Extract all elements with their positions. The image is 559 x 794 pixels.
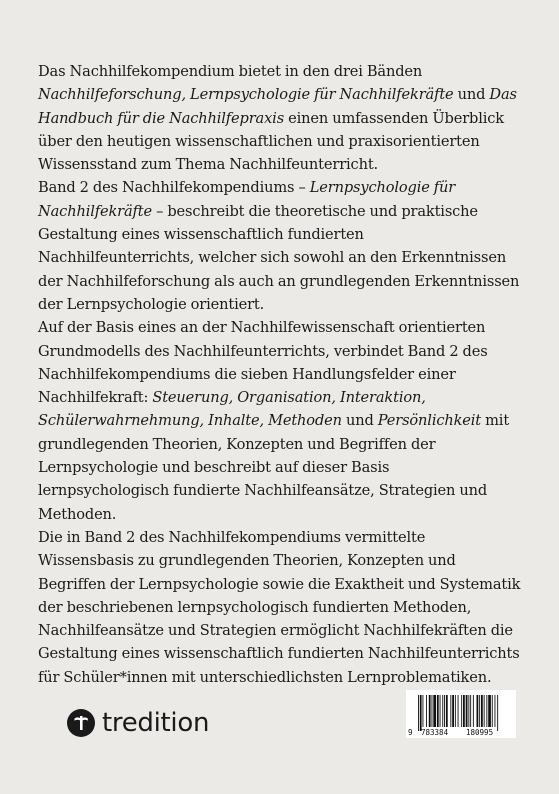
barcode-bar: [423, 695, 424, 727]
barcode-bar: [452, 695, 454, 727]
barcode-bar: [463, 695, 465, 727]
paragraph-overview: [38, 60, 524, 176]
publisher-logo: [67, 708, 209, 738]
tredition-logo-icon: [67, 709, 95, 737]
barcode-digit-group-1: 783384: [421, 728, 449, 737]
text-segment: Das Nachhilfekompendium bietet in den drei Bänden: [38, 63, 423, 80]
text-segment: Band 2 des Nachhilfekompendiums –: [38, 179, 310, 197]
barcode-bar: [442, 695, 443, 727]
barcode-bar: [477, 695, 479, 727]
barcode-bar: [426, 695, 427, 727]
paragraph-summary: [38, 526, 524, 689]
barcode-bar: [450, 695, 451, 727]
book-title-volume-2: Lernpsychologie für Nachhilfekräfte: [38, 179, 456, 220]
barcode-bar: [455, 695, 456, 727]
text-segment: und: [341, 412, 378, 430]
paragraph-fields: [38, 316, 524, 526]
barcode-bar: [470, 695, 471, 727]
barcode-bar: [484, 695, 485, 727]
barcode-bar: [440, 695, 441, 727]
barcode-bar: [468, 695, 469, 727]
barcode-bar: [479, 695, 480, 727]
barcode-bar: [473, 695, 474, 727]
isbn-barcode: [406, 690, 516, 738]
barcode-bar: [444, 695, 445, 727]
barcode-bar: [432, 695, 433, 727]
barcode-bar: [433, 695, 436, 727]
barcode-bar: [481, 695, 483, 727]
barcode-bar: [497, 695, 498, 731]
barcode-bar: [488, 695, 491, 727]
barcode-digit-first: 9: [408, 728, 413, 737]
book-title-volume-1-2: Nachhilfeforschung, Lernpsychologie für Nachhilfekräfte: [38, 86, 454, 104]
paragraph-volume-2: [38, 176, 524, 316]
barcode-bar: [486, 695, 487, 727]
text-segment: einen umfassenden Überblick über den heutigen wissenschaftlichen und praxisorientierten Wissensstand zum Thema Nachhilfeunterricht.: [38, 109, 504, 174]
text-segment: Auf der Basis eines an der Nachhilfewissenschaft orientierten Grundmodells des Nachhilfeunterrichts, verbindet Band 2 des Nachhilfekompendiums die sieben Handlungsfelder einer Nachhilfekraft:: [38, 319, 488, 407]
barcode-bar: [458, 695, 459, 727]
text-segment: und: [453, 86, 490, 104]
barcode-bar: [437, 695, 439, 727]
book-title-volume-3: Das Handbuch für die Nachhilfepraxis: [38, 86, 517, 127]
barcode-bar: [466, 695, 468, 727]
barcode-bar: [429, 695, 431, 727]
field-personality: Persönlichkeit: [377, 412, 482, 430]
barcode-bar: [492, 695, 493, 727]
fields-list: Steuerung, Organisation, Interaktion, Schülerwahrnehmung, Inhalte, Methoden: [38, 389, 426, 430]
text-segment: – beschreibt die theoretische und praktische Gestaltung eines wissenschaftlich fundierten Nachhilfeunterrichts, welcher sich sowohl an den Erkenntnissen der Nachhilfeforschung als auch an grundlegenden Erkenntnissen der Lernpsychologie orientiert.: [38, 202, 520, 313]
back-cover-text: [38, 60, 524, 689]
barcode-bar: [418, 695, 419, 731]
barcode-bar: [495, 695, 496, 727]
barcode-digit-group-2: 180995: [466, 728, 494, 737]
barcode-bar: [420, 695, 422, 731]
publisher-name: tredition: [102, 708, 210, 738]
barcode-bar: [461, 695, 462, 727]
text-segment: Die in Band 2 des Nachhilfekompendiums vermittelte Wissensbasis zu grundlegenden Theorien, Konzepten und Begriffen der Lernpsychologie sowie die Exaktheit und Systematik der beschriebenen lernpsychologisch fundierten Methoden, Nachhilfeansätze und Strategien ermöglicht Nachhilfekräften die Gestaltung eines wissenschaftlich fundierten Nachhilfeunterrichts für Schüler*innen mit unterschiedlichsten Lernproblematiken.: [38, 528, 521, 686]
barcode-bar: [446, 695, 448, 727]
text-segment: mit grundlegenden Theorien, Konzepten und Begriffen der Lernpsychologie und beschreibt auf dieser Basis lernpsychologisch fundierte Nachhilfeansätze, Strategien und Methoden.: [38, 412, 510, 523]
